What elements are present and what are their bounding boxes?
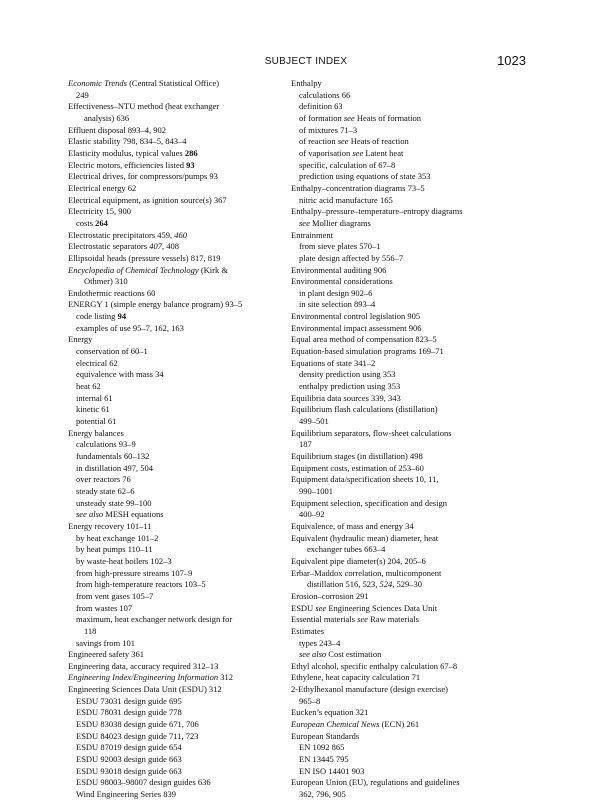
index-entry: of reaction see Heats of reaction — [299, 136, 409, 147]
index-entry: Engineered safety 361 — [68, 649, 144, 660]
index-entry: analysis) 636 — [84, 112, 130, 123]
page-number: 1023 — [497, 53, 526, 68]
index-entry: Electrical equipment, as ignition source(s) 367 — [68, 194, 227, 205]
index-entry: in plant design 902–6 — [299, 287, 373, 298]
index-entry: of formation see Heats of formation — [299, 112, 422, 123]
index-entry: Wind Engineering Series 839 — [76, 789, 176, 800]
index-entry: Electrostatic precipitators 459, 460 — [68, 229, 187, 240]
index-entry: heat 62 — [76, 381, 101, 392]
index-entry: kinetic 61 — [76, 404, 110, 415]
index-entry: 2-Ethylhexanol manufacture (design exercise) — [291, 684, 448, 695]
index-entry: Enthalpy–pressure–temperature–entropy diagrams — [291, 206, 463, 217]
index-entry: unsteady state 99–100 — [76, 497, 152, 508]
index-entry: from sieve plates 570–1 — [299, 241, 381, 252]
index-entry: Equations of state 341–2 — [291, 357, 376, 368]
index-entry: internal 61 — [76, 392, 113, 403]
index-entry: ESDU 73031 design guide 695 — [76, 695, 182, 706]
index-entry: ESDU 98003–98007 design guides 636 — [76, 777, 211, 788]
index-entry: Elastic stability 798, 834–5, 843–4 — [68, 136, 187, 147]
index-entry: European Chemical News (ECN) 261 — [291, 719, 420, 730]
index-entry: electrical 62 — [76, 357, 118, 368]
index-entry: enthalpy prediction using 353 — [299, 381, 401, 392]
index-entry: density prediction using 353 — [299, 369, 396, 380]
index-entry: Erosion–corrosion 291 — [291, 590, 369, 601]
index-entry: 499–501 — [299, 416, 329, 427]
index-entry: potential 61 — [76, 416, 117, 427]
index-entry: 965–8 — [299, 695, 321, 706]
index-entry: Ethylene, heat capacity calculation 71 — [291, 672, 421, 683]
index-entry: plate design affected by 556–7 — [299, 252, 404, 263]
index-entry: 249 — [76, 89, 89, 100]
index-entry: specific, calculation of 67–8 — [299, 159, 396, 170]
index-entry: European Standards — [291, 730, 360, 741]
index-entry: from wastes 107 — [76, 602, 133, 613]
index-entry: Engineering Index/Engineering Information 312 — [68, 672, 234, 683]
index-entry: calculations 93–9 — [76, 439, 136, 450]
index-entry: in site selection 893–4 — [299, 299, 376, 310]
index-entry: Enthalpy — [291, 78, 322, 88]
index-entry: Erbar–Maddox correlation, multicomponent — [291, 567, 442, 578]
index-entry: Engineering Sciences Data Unit (ESDU) 312 — [68, 684, 222, 695]
index-entry: examples of use 95–7, 162, 163 — [76, 322, 184, 333]
index-entry: of vaporisation see Latent heat — [299, 147, 404, 158]
index-entry: by waste-heat boilers 102–3 — [76, 555, 172, 566]
index-column-right — [291, 78, 527, 800]
index-entry: Electrical drives, for compressors/pumps 93 — [68, 171, 218, 182]
index-entry: 187 — [299, 439, 312, 450]
index-entry: see also MESH equations — [76, 509, 164, 520]
index-entry: Estimates — [291, 625, 325, 636]
index-column-left — [68, 78, 290, 800]
index-entry: Effluent disposal 893–4, 902 — [68, 124, 167, 135]
index-entry: Electricity 15, 900 — [68, 206, 132, 217]
index-entry: exchanger tubes 663–4 — [307, 544, 386, 555]
index-entry: Equipment selection, specification and design — [291, 497, 448, 508]
index-entry: Elasticity modulus, typical values 286 — [68, 147, 198, 158]
index-entry: costs 264 — [76, 217, 108, 228]
index-entry: European Union (EU), regulations and guidelines — [291, 777, 460, 788]
index-entry: Entrainment — [291, 229, 334, 240]
index-entry: by heat pumps 110–11 — [76, 544, 153, 555]
index-entry: Equipment data/specification sheets 10, 11, — [291, 474, 439, 485]
index-entry: Equivalence, of mass and energy 34 — [291, 520, 414, 531]
index-entry: Equilibrium stages (in distillation) 498 — [291, 451, 423, 461]
index-entry: Eucken’s equation 321 — [291, 707, 369, 718]
index-entry: prediction using equations of state 353 — [299, 171, 431, 182]
index-entry: 118 — [84, 625, 97, 636]
index-entry: Electrical energy 62 — [68, 182, 137, 193]
index-entry: nitric acid manufacture 165 — [299, 194, 393, 205]
index-entry: Equilibrium flash calculations (distillation) — [291, 404, 438, 415]
index-entry: fundamentals 60–132 — [76, 451, 150, 461]
index-entry: Equivalent (hydraulic mean) diameter, heat — [291, 532, 439, 543]
index-entry: from high-pressure streams 107–9 — [76, 567, 193, 578]
index-entry: Energy balances — [68, 427, 124, 438]
index-entry: distillation 516, 523, 524, 529–30 — [307, 579, 422, 590]
index-entry: Environmental auditing 906 — [291, 264, 387, 275]
index-entry: Energy — [68, 334, 93, 345]
index-entry: ESDU 93018 design guide 663 — [76, 765, 182, 776]
index-entry: ESDU 83038 design guide 671, 706 — [76, 719, 199, 730]
index-entry: Environmental considerations — [291, 276, 393, 287]
index-entry: from high-temperature reactors 103–5 — [76, 579, 206, 590]
index-entry: ESDU 92003 design guide 663 — [76, 754, 182, 765]
index-entry: Environmental control legislation 905 — [291, 311, 421, 322]
index-entry: 362, 796, 905 — [299, 789, 346, 800]
index-entry: Economic Trends (Central Statistical Office) — [68, 78, 220, 88]
index-entry: EN 13445 795 — [299, 754, 349, 765]
index-entry: Equation-based simulation programs 169–71 — [291, 346, 444, 357]
index-entry: maximum, heat exchanger network design for — [76, 614, 233, 625]
index-entry: 990–1001 — [299, 485, 333, 496]
index-entry: see also Cost estimation — [299, 649, 382, 660]
index-entry: ESDU 87019 design guide 654 — [76, 742, 182, 753]
index-entry: conservation of 60–1 — [76, 346, 148, 357]
index-entry: Effectiveness–NTU method (heat exchanger — [68, 101, 220, 112]
index-entry: Electrostatic separators 407, 408 — [68, 241, 179, 252]
index-entry: over reactors 76 — [76, 474, 131, 485]
index-entry: from vent gases 105–7 — [76, 590, 154, 601]
index-entry: in distillation 497, 504 — [76, 462, 153, 473]
index-entry: types 243–4 — [299, 637, 341, 648]
index-entry: 400–92 — [299, 509, 325, 520]
index-entry: EN ISO 14401 903 — [299, 765, 365, 776]
index-entry: Enthalpy–concentration diagrams 73–5 — [291, 182, 425, 193]
index-entry: code listing 94 — [76, 311, 127, 322]
index-entry: ENERGY 1 (simple energy balance program) 93–5 — [68, 299, 243, 310]
index-entry: Environmental impact assessment 906 — [291, 322, 422, 333]
index-entry: see Mollier diagrams — [299, 217, 371, 228]
index-entry: definition 63 — [299, 101, 343, 112]
index-entry: ESDU see Engineering Sciences Data Unit — [291, 602, 438, 613]
index-entry: Equivalent pipe diameter(s) 204, 205–6 — [291, 555, 426, 566]
index-entry: savings from 101 — [76, 637, 136, 648]
index-entry: steady state 62–6 — [76, 485, 135, 496]
index-entry: ESDU 84023 design guide 711, 723 — [76, 730, 199, 741]
index-entry: Equipment costs, estimation of 253–60 — [291, 462, 424, 473]
index-entry: Equilibrium separators, flow-sheet calculations — [291, 427, 452, 438]
index-entry: Equal area method of compensation 823–5 — [291, 334, 437, 345]
index-entry: Ethyl alcohol, specific enthalpy calculation 67–8 — [291, 660, 458, 671]
index-entry: Electric motors, efficiencies listed 93 — [68, 159, 195, 170]
index-entry: Endothermic reactions 60 — [68, 287, 156, 298]
index-entry: Energy recovery 101–11 — [68, 520, 152, 531]
index-entry: calculations 66 — [299, 89, 351, 100]
index-entry: by heat exchange 101–2 — [76, 532, 159, 543]
index-entry: Equilibria data sources 339, 343 — [291, 392, 401, 403]
index-entry: EN 1092 865 — [299, 742, 345, 753]
index-entry: Othmer) 310 — [84, 276, 128, 287]
index-entry: equivalence with mass 34 — [76, 369, 164, 380]
index-entry: ESDU 78031 design guide 778 — [76, 707, 182, 718]
index-entry: Ellipsoidal heads (pressure vessels) 817, 819 — [68, 252, 221, 263]
running-header-title: SUBJECT INDEX — [264, 56, 348, 67]
index-entry: Engineering data, accuracy required 312–13 — [68, 660, 219, 671]
index-entry: Encyclopedia of Chemical Technology (Kirk & — [68, 264, 228, 275]
index-entry: of mixtures 71–3 — [299, 124, 358, 135]
index-entry: Essential materials see Raw materials — [291, 614, 419, 625]
